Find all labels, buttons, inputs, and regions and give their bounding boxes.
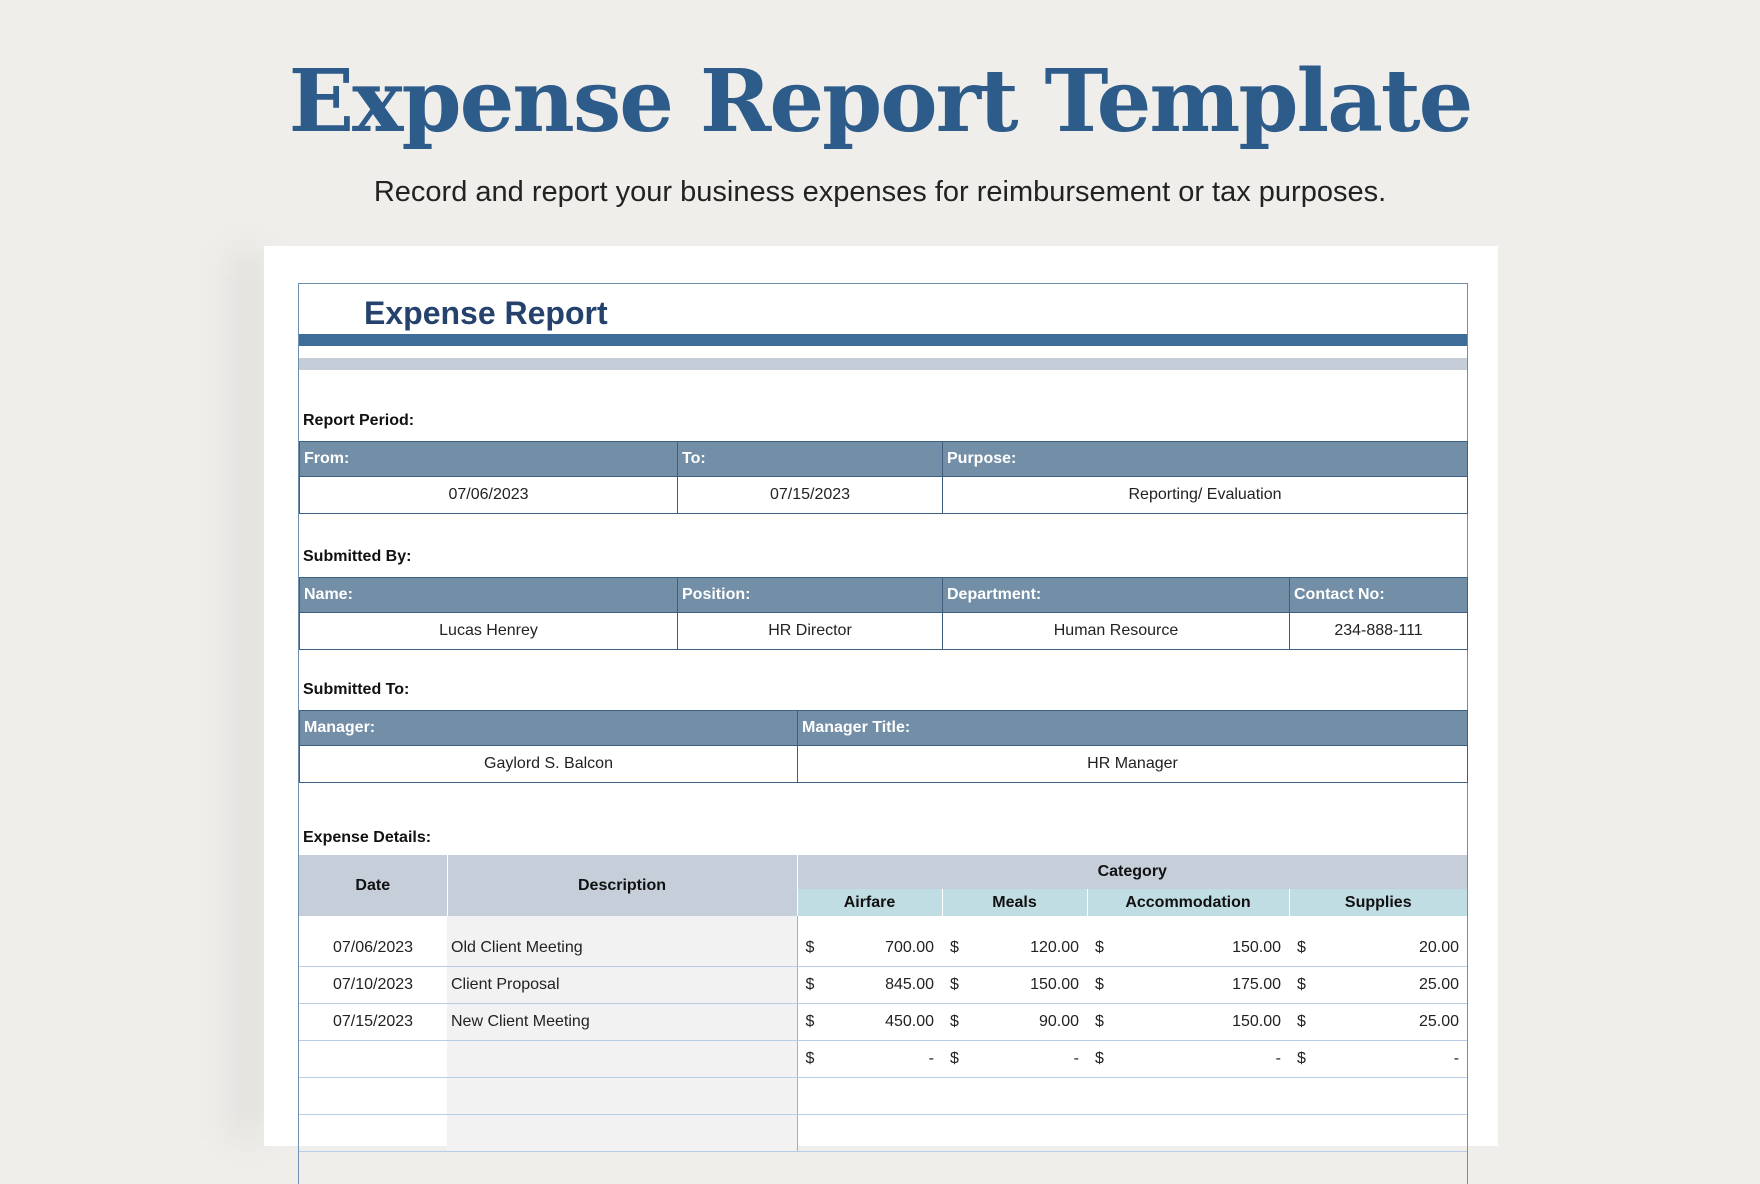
expense-details-table (299, 855, 1467, 1152)
amount-value: 25.00 (1419, 976, 1460, 993)
airfare-amount[interactable] (797, 1041, 942, 1078)
expense-date[interactable]: 07/15/2023 (299, 1004, 447, 1041)
airfare-amount[interactable] (797, 1078, 942, 1115)
meals-amount[interactable] (942, 1004, 1087, 1041)
submitted-by-label: Submitted By: (303, 548, 412, 565)
amount-value: - (1073, 1050, 1079, 1067)
expense-description[interactable] (447, 1078, 797, 1115)
meals-amount[interactable] (942, 1041, 1087, 1078)
accommodation-amount[interactable] (1087, 967, 1289, 1004)
amount-value: - (1453, 1050, 1460, 1067)
supplies-amount[interactable] (1289, 1078, 1467, 1115)
airfare-header: Airfare (797, 889, 942, 916)
currency-symbol: $ (1297, 976, 1306, 993)
submitted-to-label: Submitted To: (303, 681, 410, 698)
category-header: Category (797, 855, 1467, 889)
amount-value: 845.00 (885, 976, 934, 993)
page-subtitle: Record and report your business expenses for reimbursement or tax purposes. (373, 176, 1387, 208)
submitted-to-table (299, 710, 1468, 783)
amount-value: 700.00 (885, 939, 934, 956)
amount-value: 120.00 (1030, 939, 1079, 956)
currency-symbol: $ (805, 1050, 815, 1067)
date-header: Date (299, 855, 447, 916)
to-date-field[interactable]: 07/15/2023 (678, 477, 943, 514)
currency-symbol: $ (1095, 976, 1104, 993)
contact-header: Contact No: (1290, 578, 1468, 613)
amount-value: 175.00 (1232, 976, 1281, 993)
currency-symbol: $ (950, 976, 959, 993)
expense-row-empty (299, 1078, 1467, 1115)
currency-symbol: $ (1297, 1013, 1306, 1030)
supplies-amount[interactable] (1289, 1115, 1467, 1152)
department-field[interactable]: Human Resource (943, 613, 1290, 650)
expense-date[interactable]: 07/10/2023 (299, 967, 447, 1004)
expense-report-sheet (298, 283, 1468, 1184)
supplies-amount[interactable] (1289, 1041, 1467, 1078)
amount-value: 20.00 (1419, 939, 1460, 956)
currency-symbol: $ (1297, 939, 1306, 956)
spacer-cell (797, 916, 942, 930)
expense-description[interactable] (447, 1115, 797, 1152)
supplies-amount[interactable] (1289, 930, 1467, 967)
amount-value: 25.00 (1419, 1013, 1460, 1030)
position-header: Position: (678, 578, 943, 613)
amount-value: 450.00 (885, 1013, 934, 1030)
currency-symbol: $ (805, 1013, 815, 1030)
expense-date[interactable] (299, 1041, 447, 1078)
name-field[interactable]: Lucas Henrey (300, 613, 678, 650)
expense-description[interactable]: Client Proposal (447, 967, 797, 1004)
report-period-table (299, 441, 1468, 514)
accommodation-amount[interactable] (1087, 930, 1289, 967)
currency-symbol: $ (1297, 1050, 1306, 1067)
meals-header: Meals (942, 889, 1087, 916)
expense-description[interactable]: New Client Meeting (447, 1004, 797, 1041)
accommodation-header: Accommodation (1087, 889, 1289, 916)
expense-date[interactable] (299, 1078, 447, 1115)
meals-amount[interactable] (942, 1078, 1087, 1115)
currency-symbol: $ (950, 939, 959, 956)
amount-value: 90.00 (1038, 1013, 1079, 1030)
page-title: Expense Report Template (288, 51, 1472, 152)
amount-value: - (928, 1050, 934, 1067)
amount-value: 150.00 (1030, 976, 1079, 993)
expense-row (299, 967, 1467, 1004)
supplies-amount[interactable] (1289, 1004, 1467, 1041)
position-field[interactable]: HR Director (678, 613, 943, 650)
meals-amount[interactable] (942, 1115, 1087, 1152)
contact-field[interactable]: 234-888-111 (1290, 613, 1468, 650)
name-header: Name: (300, 578, 678, 613)
to-header: To: (678, 442, 943, 477)
currency-symbol: $ (805, 939, 815, 956)
spacer-cell (447, 916, 797, 930)
description-header: Description (447, 855, 797, 916)
accommodation-amount[interactable] (1087, 1115, 1289, 1152)
submitted-by-table (299, 577, 1468, 650)
header-bar-light (299, 358, 1467, 370)
amount-value: 150.00 (1232, 939, 1281, 956)
accommodation-amount[interactable] (1087, 1041, 1289, 1078)
currency-symbol: $ (1095, 1050, 1104, 1067)
expense-row-empty (299, 1115, 1467, 1152)
airfare-amount[interactable] (797, 1004, 942, 1041)
currency-symbol: $ (950, 1013, 959, 1030)
airfare-amount[interactable] (797, 1115, 942, 1152)
currency-symbol: $ (950, 1050, 959, 1067)
report-period-label: Report Period: (303, 412, 415, 429)
amount-value: 150.00 (1232, 1013, 1281, 1030)
manager-title-field[interactable]: HR Manager (798, 746, 1468, 783)
currency-symbol: $ (805, 976, 815, 993)
from-header: From: (300, 442, 678, 477)
expense-description[interactable] (447, 1041, 797, 1078)
purpose-header: Purpose: (943, 442, 1468, 477)
manager-header: Manager: (300, 711, 798, 746)
airfare-amount[interactable] (797, 967, 942, 1004)
expense-row (299, 930, 1467, 967)
spacer-cell (299, 916, 447, 930)
department-header: Department: (943, 578, 1290, 613)
amount-value: - (1275, 1050, 1281, 1067)
meals-amount[interactable] (942, 967, 1087, 1004)
from-date-field[interactable]: 07/06/2023 (300, 477, 678, 514)
expense-description[interactable]: Old Client Meeting (447, 930, 797, 967)
currency-symbol: $ (1095, 1013, 1104, 1030)
expense-date[interactable]: 07/06/2023 (299, 930, 447, 967)
header-bar-dark (299, 334, 1467, 346)
airfare-amount[interactable] (797, 930, 942, 967)
supplies-header: Supplies (1289, 889, 1467, 916)
expense-date[interactable] (299, 1115, 447, 1152)
manager-title-header: Manager Title: (798, 711, 1468, 746)
report-title: Expense Report (364, 295, 608, 331)
expense-row (299, 1041, 1467, 1078)
manager-field[interactable]: Gaylord S. Balcon (300, 746, 798, 783)
accommodation-amount[interactable] (1087, 1004, 1289, 1041)
expense-row (299, 1004, 1467, 1041)
accommodation-amount[interactable] (1087, 1078, 1289, 1115)
meals-amount[interactable] (942, 930, 1087, 967)
expense-details-label: Expense Details: (303, 829, 432, 846)
supplies-amount[interactable] (1289, 967, 1467, 1004)
currency-symbol: $ (1095, 939, 1104, 956)
purpose-field[interactable]: Reporting/ Evaluation (943, 477, 1468, 514)
